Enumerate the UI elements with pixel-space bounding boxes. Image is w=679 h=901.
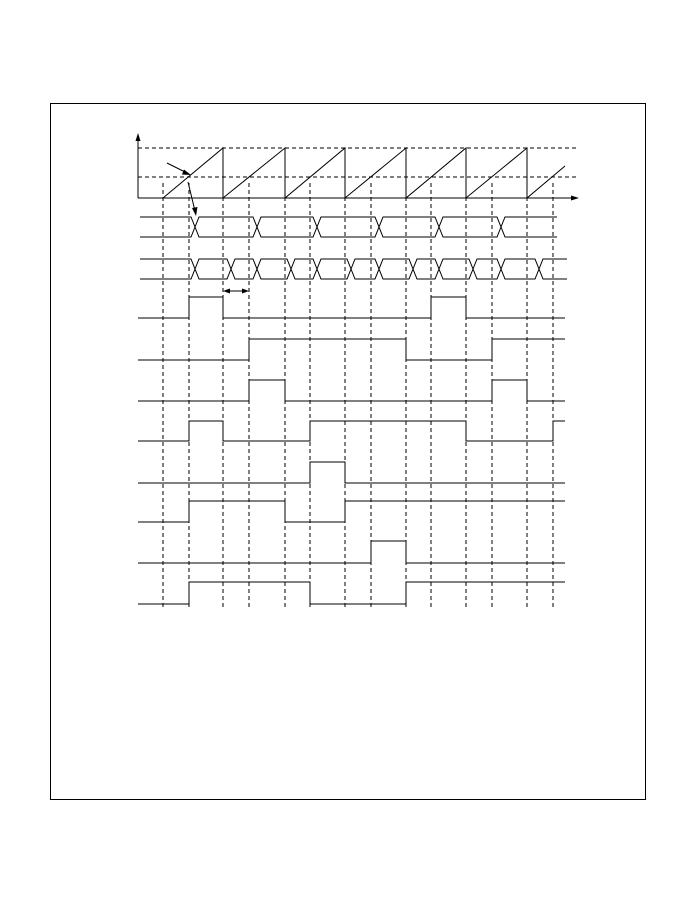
bus-signal-1-line-a bbox=[140, 217, 557, 237]
ramp-waveform bbox=[163, 148, 565, 198]
digital-signal-7 bbox=[138, 541, 565, 563]
digital-signal-2 bbox=[138, 339, 565, 360]
digital-signal-5 bbox=[138, 462, 565, 483]
x-axis-arrow-icon bbox=[571, 196, 579, 201]
bus-signal-1-line-b bbox=[140, 217, 557, 237]
digital-signal-8 bbox=[138, 582, 565, 604]
annotation-arrow-2-icon bbox=[192, 207, 198, 216]
digital-signal-6 bbox=[138, 501, 565, 522]
y-axis-arrow-icon bbox=[136, 133, 141, 141]
digital-signal-3 bbox=[138, 380, 565, 401]
timing-diagram bbox=[51, 104, 647, 801]
digital-signal-4 bbox=[138, 421, 565, 441]
digital-signal-1 bbox=[138, 297, 565, 318]
interval-arrow-right-icon bbox=[242, 289, 249, 294]
diagram-frame bbox=[50, 103, 646, 800]
interval-arrow-left-icon bbox=[223, 289, 230, 294]
annotation-arrow-1-icon bbox=[182, 170, 191, 176]
